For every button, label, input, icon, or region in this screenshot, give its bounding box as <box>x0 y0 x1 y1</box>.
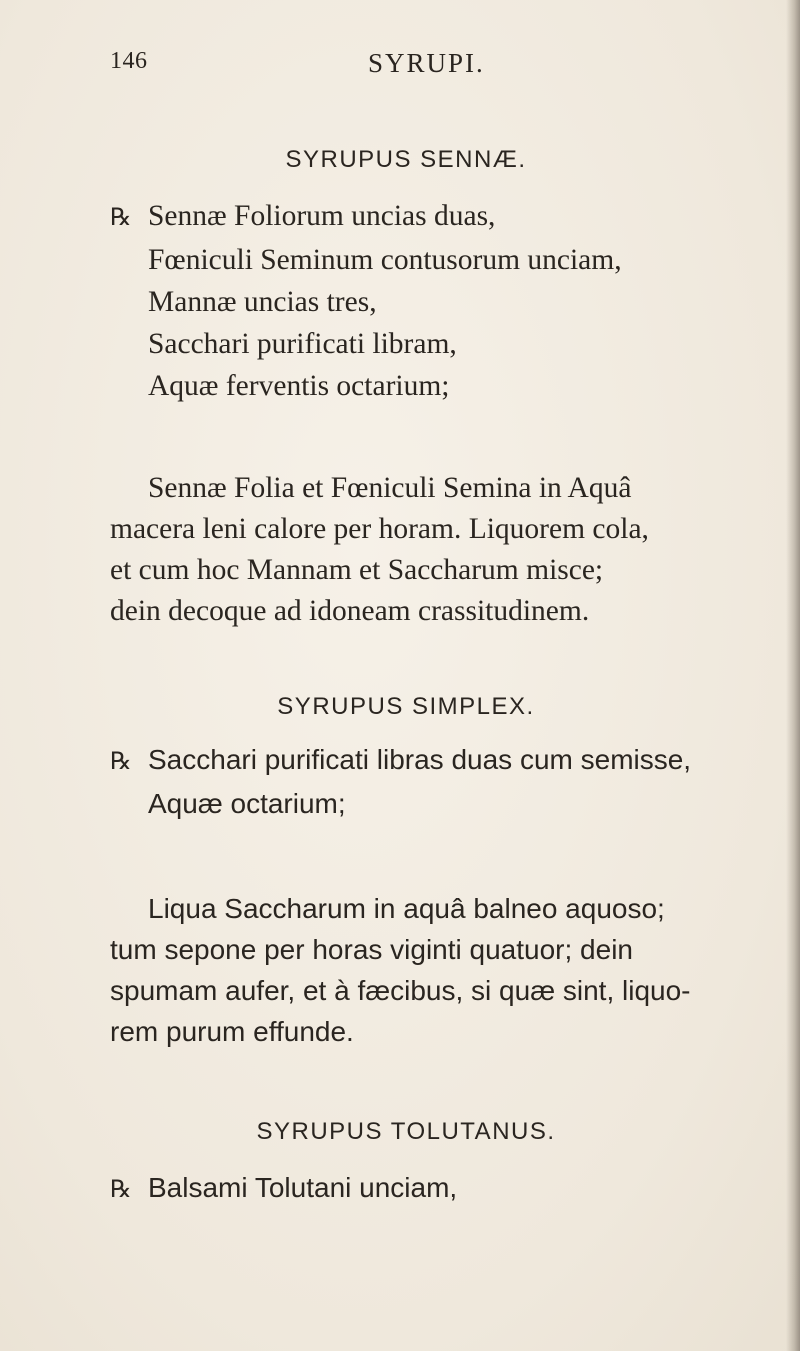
directions-sennae <box>110 468 730 632</box>
ingredient-line: Aquæ ferventis octarium; <box>148 370 450 402</box>
page-edge-shadow <box>786 0 800 1351</box>
ingredient-line: Sacchari purificati libram, <box>148 328 457 360</box>
recipe-symbol: ℞ <box>110 1176 132 1203</box>
ingredient-text: Sennæ Foliorum uncias duas, <box>148 200 496 232</box>
ingredient-list-sennae <box>110 195 750 407</box>
ingredient-line: Fœniculi Seminum contusorum unciam, <box>148 244 622 276</box>
direction-line: spumam aufer, et à fæcibus, si quæ sint, liquo- <box>110 975 691 1006</box>
direction-line: dein decoque ad idoneam crassitudinem. <box>110 595 590 627</box>
direction-line: et cum hoc Mannam et Saccharum misce; <box>110 554 604 586</box>
directions-simplex <box>110 888 730 1052</box>
ingredient-line <box>110 739 750 783</box>
page-number: 146 <box>110 48 148 74</box>
direction-line: macera leni calore per horam. Liquorem cola, <box>110 513 649 545</box>
direction-line: tum sepone per horas viginti quatuor; dein <box>110 934 633 965</box>
ingredient-line <box>110 195 750 239</box>
direction-line: Liqua Saccharum in aquâ balneo aquoso; <box>148 893 665 924</box>
ingredient-text: Sacchari purificati libras duas cum semisse, <box>148 744 692 775</box>
recipe-symbol: ℞ <box>110 205 132 231</box>
running-head <box>110 48 710 88</box>
recipe-symbol: ℞ <box>110 748 132 775</box>
ingredient-line: Aquæ octarium; <box>148 788 346 819</box>
ingredient-list-tolutanus <box>110 1167 750 1211</box>
ingredient-text: Balsami Tolutani unciam, <box>148 1172 458 1203</box>
ingredient-list-simplex <box>110 739 750 825</box>
ingredient-line: Mannæ uncias tres, <box>148 286 377 318</box>
direction-line: Sennæ Folia et Fœniculi Semina in Aquâ <box>148 472 632 504</box>
running-title: SYRUPI. <box>368 48 485 78</box>
section-heading-sennae: SYRUPUS SENNÆ. <box>285 146 527 173</box>
section-heading-tolutanus: SYRUPUS TOLUTANUS. <box>256 1118 556 1145</box>
direction-line: rem purum effunde. <box>110 1016 354 1047</box>
section-heading-simplex: SYRUPUS SIMPLEX. <box>277 693 535 720</box>
ingredient-line <box>110 1167 750 1211</box>
